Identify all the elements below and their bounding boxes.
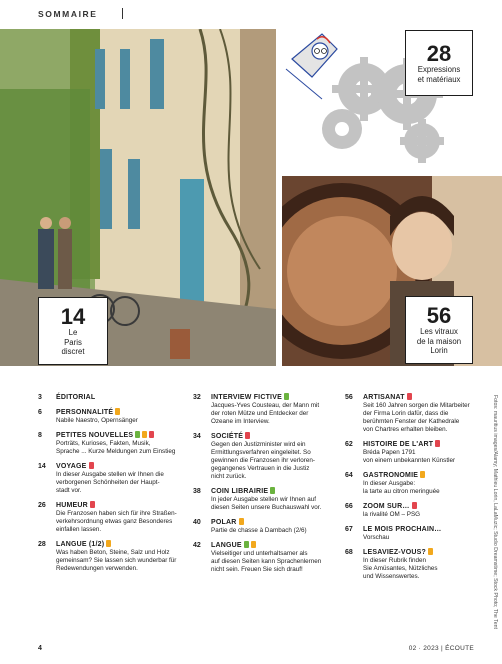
- toc-entry-body: [211, 541, 341, 574]
- toc-entry-body: [56, 540, 188, 573]
- badge-page-number: 28: [426, 40, 452, 66]
- toc-entry-heading: [211, 518, 341, 527]
- toc-entry[interactable]: [345, 440, 480, 465]
- toc-entry-title: VOYAGE: [56, 463, 87, 470]
- toc-page-number: 28: [38, 541, 46, 548]
- toc-entry-description: Seit 160 Jahren sorgen die Mitarbeiter: [363, 402, 470, 409]
- toc-entry-body: [56, 431, 188, 456]
- toc-entry[interactable]: [345, 471, 480, 496]
- toc-entry[interactable]: [193, 393, 341, 426]
- toc-entry-description: von Chartres erhalten bleiben.: [363, 426, 448, 433]
- toc-entry-description: gemeinsam? Sie lassen sich wunderbar für: [56, 557, 177, 564]
- toc-entry-description: la rivalité OM – PSG: [363, 511, 421, 518]
- toc-entry-description: diesen Seiten unsere Buchauswahl vor.: [211, 504, 322, 511]
- toc-page-number: 38: [193, 488, 201, 495]
- toc-entry-description: In dieser Ausgabe:: [363, 480, 416, 487]
- toc-entry-heading: [211, 393, 341, 402]
- toc-entry-description: Die Franzosen haben sich für ihre Straßen-: [56, 510, 177, 517]
- toc-entry-heading: [363, 393, 480, 402]
- toc-entry-description: der roten Mütze und Entdecker der: [211, 410, 309, 417]
- toc-entry-description: Ermittlungsverfahren eingeleitet. So: [211, 449, 311, 456]
- toc-entry-heading: [211, 487, 341, 496]
- toc-page-number: 67: [345, 526, 353, 533]
- difficulty-level-icon: [142, 431, 147, 438]
- badge-label-line: Les vitraux: [420, 326, 458, 336]
- toc-entry-body: [56, 408, 188, 425]
- toc-entry-description: verborgenen Schönheiten der Haupt-: [56, 479, 160, 486]
- toc-entry-body: [363, 393, 480, 434]
- toc-entry-body: [363, 548, 480, 581]
- toc-entry-description: la tarte au citron meringuée: [363, 488, 440, 495]
- toc-entry-body: [363, 525, 480, 542]
- toc-entry-description: der Firma Lorin dafür, dass die: [363, 410, 449, 417]
- section-title: SOMMAIRE: [38, 8, 98, 19]
- toc-entry-description: Bréda Papen 1791: [363, 449, 416, 456]
- toc-entry-body: [211, 432, 341, 481]
- toc-entry-description: verkehrsordnung etwas ganz Besonderes: [56, 518, 173, 525]
- toc-column-3: [345, 393, 480, 587]
- toc-entry-body: [211, 518, 341, 535]
- toc-page-number: 8: [38, 432, 42, 439]
- toc-column-2: [193, 393, 341, 580]
- toc-entry-title: LE MOIS PROCHAIN…: [363, 526, 442, 533]
- toc-entry-body: [56, 501, 188, 534]
- toc-entry-description: Vorschau: [363, 534, 390, 541]
- toc-entry-title: GASTRONOMIE: [363, 472, 419, 479]
- toc-entry[interactable]: [38, 408, 188, 425]
- toc-page-number: 40: [193, 519, 201, 526]
- toc-entry-body: [363, 440, 480, 465]
- page-header: [38, 8, 123, 19]
- toc-entry[interactable]: [193, 432, 341, 481]
- photo-credits: [490, 395, 498, 635]
- toc-entry-description: Jacques-Yves Cousteau, der Mann mit: [211, 402, 320, 409]
- toc-page-number: 56: [345, 394, 353, 401]
- difficulty-level-icon: [270, 487, 275, 494]
- badge-label-line: Paris: [64, 337, 82, 347]
- difficulty-level-icon: [412, 502, 417, 509]
- badge-label-line: et matériaux: [417, 74, 461, 84]
- toc-entry-heading: [211, 432, 341, 441]
- toc-page-number: 26: [38, 502, 46, 509]
- toc-entry[interactable]: [38, 431, 188, 456]
- toc-entry-title: ÉDITORIAL: [56, 394, 96, 401]
- toc-entry-title: ARTISANAT: [363, 394, 405, 401]
- toc-entry[interactable]: [345, 548, 480, 581]
- badge-label-line: Le: [68, 327, 78, 337]
- toc-entry-description: In dieser Ausgabe stellen wir Ihnen die: [56, 471, 164, 478]
- toc-entry-title: LESAVIEZ-VOUS?: [363, 549, 426, 556]
- toc-entry-description: Porträts, Kurioses, Fakten, Musik,: [56, 440, 151, 447]
- toc-entry-heading: [56, 462, 188, 471]
- toc-entry[interactable]: [38, 393, 188, 402]
- toc-entry-description: Partie de chasse à Dambach (2/6): [211, 527, 307, 534]
- toc-page-number: 68: [345, 549, 353, 556]
- toc-entry-description: Sprache ... Kurze Meldungen zum Einstieg: [56, 448, 176, 455]
- toc-entry-body: [211, 487, 341, 512]
- toc-entry-body: [56, 393, 188, 402]
- difficulty-level-icon: [106, 540, 111, 547]
- toc-entry[interactable]: [38, 501, 188, 534]
- difficulty-level-icon: [90, 501, 95, 508]
- toc-entry-heading: [56, 431, 188, 440]
- difficulty-level-icon: [135, 431, 140, 438]
- toc-page-number: 62: [345, 441, 353, 448]
- toc-entry-heading: [363, 502, 480, 511]
- toc-entry-title: LANGUE (1/2): [56, 541, 105, 548]
- toc-entry-heading: [56, 540, 188, 549]
- toc-entry[interactable]: [193, 518, 341, 535]
- toc-entry-description: In jeder Ausgabe stellen wir Ihnen auf: [211, 496, 317, 503]
- badge-label-line: Expressions: [417, 64, 461, 74]
- toc-entry-description: Sie Amüsantes, Nützliches: [363, 565, 438, 572]
- toc-entry-heading: [211, 541, 341, 550]
- toc-entry-title: SOCIÉTÉ: [211, 433, 244, 440]
- toc-entry[interactable]: [345, 393, 480, 434]
- page-number: 4: [38, 645, 42, 652]
- toc-entry-description: gewinnen die Franzosen ihr verloren-: [211, 457, 315, 464]
- toc-entry[interactable]: [38, 462, 188, 495]
- toc-page-number: 14: [38, 463, 46, 470]
- toc-entry-title: COIN LIBRAIRIE: [211, 488, 269, 495]
- toc-entry-title: ZOOM SUR…: [363, 503, 410, 510]
- toc-page-number: 34: [193, 433, 201, 440]
- difficulty-level-icon: [89, 462, 94, 469]
- toc-page-number: 42: [193, 542, 201, 549]
- toc-entry-heading: [363, 440, 480, 449]
- badge-label-line: discret: [61, 347, 85, 357]
- toc-page-number: 32: [193, 394, 201, 401]
- toc-entry-description: Redewendungen verwenden.: [56, 565, 138, 572]
- toc-entry-description: Ozeane im Interview.: [211, 418, 270, 425]
- toc-page-number: 64: [345, 472, 353, 479]
- badge-page-number: 14: [60, 303, 86, 329]
- toc-entry-heading: [363, 471, 480, 480]
- toc-entry[interactable]: [345, 525, 480, 542]
- issue-label: 02 · 2023 | ÉCOUTE: [408, 645, 474, 652]
- difficulty-level-icon: [245, 432, 250, 439]
- feature-badge-56[interactable]: [405, 296, 473, 364]
- difficulty-level-icon: [428, 548, 433, 555]
- difficulty-level-icon: [115, 408, 120, 415]
- toc-entry-description: nicht zurück.: [211, 473, 247, 480]
- toc-entry-body: [363, 502, 480, 519]
- toc-entry-description: berühmten Fenster der Kathedrale: [363, 418, 460, 425]
- toc-page-number: 66: [345, 503, 353, 510]
- toc-entry[interactable]: [38, 540, 188, 573]
- toc-entry-description: nicht sein. Freuen Sie sich drauf!: [211, 566, 303, 573]
- toc-entry-title: HISTOIRE DE L'ART: [363, 441, 434, 448]
- toc-entry-heading: [56, 408, 188, 417]
- toc-entry-description: In dieser Rubrik finden: [363, 557, 427, 564]
- toc-entry-description: stadt vor.: [56, 487, 82, 494]
- toc-entry-title: HUMEUR: [56, 502, 88, 509]
- toc-entry[interactable]: [345, 502, 480, 519]
- toc-entry-heading: [363, 525, 480, 534]
- difficulty-level-icon: [239, 518, 244, 525]
- photo-credits-text: Fotos: mauritius images/Alamy; Mathieu Lorin, LaLaMuzic; Studio Dreamstime; Stock Photo; The Tent: [492, 395, 498, 629]
- badge-label-line: Lorin: [430, 346, 448, 356]
- difficulty-level-icon: [420, 471, 425, 478]
- toc-column-1: [38, 393, 188, 579]
- toc-entry-title: INTERVIEW FICTIVE: [211, 394, 282, 401]
- toc-entry-description: Gegen den Justizminister wird ein: [211, 441, 306, 448]
- toc-entry[interactable]: [193, 541, 341, 574]
- toc-entry-heading: [56, 501, 188, 510]
- toc-entry-title: PETITES NOUVELLES: [56, 432, 134, 439]
- difficulty-level-icon: [435, 440, 440, 447]
- toc-entry-description: Was haben Beton, Steine, Salz und Holz: [56, 549, 170, 556]
- difficulty-level-icon: [407, 393, 412, 400]
- header-divider: [122, 8, 123, 19]
- feature-badge-14[interactable]: [38, 297, 108, 365]
- badge-label-line: de la maison: [416, 336, 462, 346]
- difficulty-level-icon: [251, 541, 256, 548]
- difficulty-level-icon: [149, 431, 154, 438]
- toc-entry-description: von einem unbekannten Künstler: [363, 457, 456, 464]
- toc-entry-title: POLAR: [211, 519, 237, 526]
- toc-entry-body: [211, 393, 341, 426]
- toc-entry-heading: [56, 393, 188, 402]
- toc-entry-title: LANGUE: [211, 542, 242, 549]
- toc-entry-description: und Wissenswertes.: [363, 573, 420, 580]
- toc-entry-body: [363, 471, 480, 496]
- toc-page-number: 3: [38, 394, 42, 401]
- toc-entry-title: PERSONNALITÉ: [56, 409, 114, 416]
- toc-entry-description: einfallen lassen.: [56, 526, 102, 533]
- feature-badge-28[interactable]: [405, 30, 473, 96]
- toc-entry-body: [56, 462, 188, 495]
- difficulty-level-icon: [244, 541, 249, 548]
- toc-entry-heading: [363, 548, 480, 557]
- toc-entry-description: auf diesen Seiten kann Sprachenlernen: [211, 558, 322, 565]
- toc-entry-description: Nabile Naestro, Opernsänger: [56, 417, 138, 424]
- toc-entry[interactable]: [193, 487, 341, 512]
- toc-page-number: 6: [38, 409, 42, 416]
- difficulty-level-icon: [284, 393, 289, 400]
- toc-entry-description: gegangenes Vertrauen in die Justiz: [211, 465, 310, 472]
- toc-entry-description: Vielseitiger und unterhaltsamer als: [211, 550, 308, 557]
- badge-page-number: 56: [426, 302, 452, 328]
